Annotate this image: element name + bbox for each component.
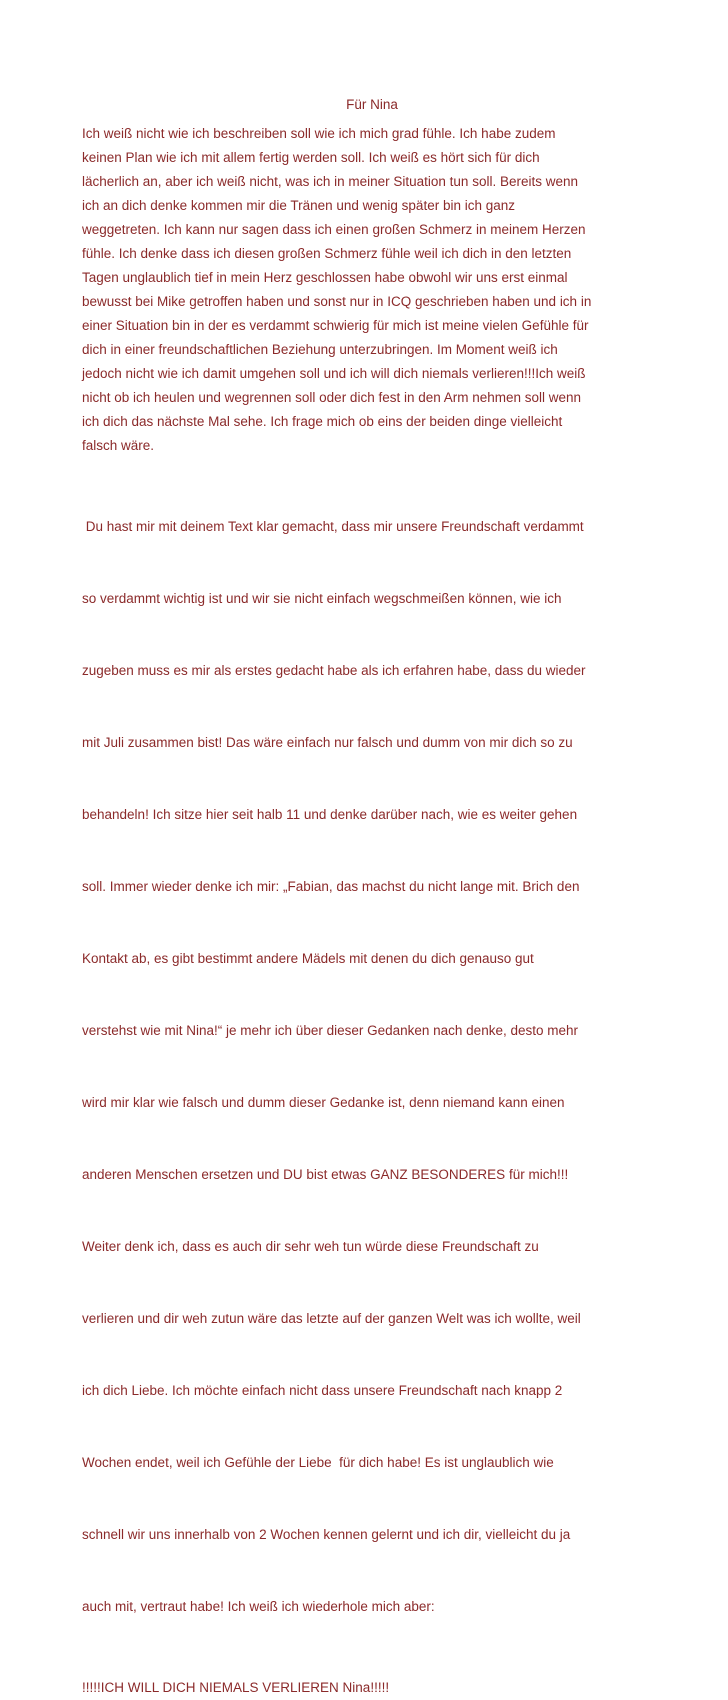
letter-body — [82, 93, 662, 1700]
text-line: ich an dich denke kommen mir die Tränen und wenig später bin ich ganz — [82, 198, 515, 213]
text-line: behandeln! Ich sitze hier seit halb 11 und denke darüber nach, wie es weiter gehen — [82, 807, 578, 822]
paragraph-1 — [82, 122, 662, 458]
text-line: falsch wäre. — [82, 438, 155, 453]
paragraph-2 — [82, 467, 662, 1667]
text-line: lächerlich an, aber ich weiß nicht, was ich in meiner Situation tun soll. Bereits wenn — [82, 174, 578, 189]
text-line: schnell wir uns innerhalb von 2 Wochen kennen gelernt und ich dir, vielleicht du ja — [82, 1527, 571, 1542]
text-line: Du hast mir mit deinem Text klar gemacht, dass mir unsere Freundschaft verdammt — [82, 519, 584, 534]
text-line: mit Juli zusammen bist! Das wäre einfach nur falsch und dumm von mir dich so zu — [82, 735, 573, 750]
paragraph-spacer — [82, 458, 662, 467]
text-line: fühle. Ich denke dass ich diesen großen Schmerz fühle weil ich dich in den letzten — [82, 246, 572, 261]
text-line: Tagen unglaublich tief in mein Herz geschlossen habe obwohl wir uns erst einmal — [82, 270, 568, 285]
text-line: Kontakt ab, es gibt bestimmt andere Mädels mit denen du dich genauso gut — [82, 951, 534, 966]
text-line: auch mit, vertraut habe! Ich weiß ich wiederhole mich aber: — [82, 1599, 435, 1614]
text-line: nicht ob ich heulen und wegrennen soll oder dich fest in den Arm nehmen soll wenn — [82, 390, 582, 405]
text-line: Ich weiß nicht wie ich beschreiben soll wie ich mich grad fühle. Ich habe zudem — [82, 126, 556, 141]
letter-title: Für Nina — [346, 97, 398, 112]
text-line: zugeben muss es mir als erstes gedacht habe als ich erfahren habe, dass du wieder — [82, 663, 586, 678]
text-line: ich dich das nächste Mal sehe. Ich frage mich ob eins der beiden dinge vielleicht — [82, 414, 563, 429]
text-line: jedoch nicht wie ich damit umgehen soll und ich will dich niemals verlieren!!!Ich weiß — [82, 366, 586, 381]
text-line: verlieren und dir weh zutun wäre das letzte auf der ganzen Welt was ich wollte, weil — [82, 1311, 581, 1326]
text-line: anderen Menschen ersetzen und DU bist etwas GANZ BESONDERES für mich!!! — [82, 1167, 569, 1182]
text-line: Weiter denk ich, dass es auch dir sehr weh tun würde diese Freundschaft zu — [82, 1239, 539, 1254]
text-line: soll. Immer wieder denke ich mir: „Fabian, das machst du nicht lange mit. Brich den — [82, 879, 580, 894]
text-line: verstehst wie mit Nina!“ je mehr ich über dieser Gedanken nach denke, desto mehr — [82, 1023, 578, 1038]
text-line: einer Situation bin in der es verdammt schwierig für mich ist meine vielen Gefühle für — [82, 318, 589, 333]
text-line: dich in einer freundschaftlichen Beziehung unterzubringen. Im Moment weiß ich — [82, 342, 558, 357]
closing-line: !!!!!ICH WILL DICH NIEMALS VERLIEREN Nina!!!!! — [82, 1680, 390, 1695]
text-line: weggetreten. Ich kann nur sagen dass ich einen großen Schmerz in meinem Herzen — [82, 222, 586, 237]
text-line: so verdammt wichtig ist und wir sie nicht einfach wegschmeißen können, wie ich — [82, 591, 562, 606]
text-line: wird mir klar wie falsch und dumm dieser Gedanke ist, denn niemand kann einen — [82, 1095, 565, 1110]
text-line: keinen Plan wie ich mit allem fertig werden soll. Ich weiß es hört sich für dich — [82, 150, 540, 165]
text-line: ich dich Liebe. Ich möchte einfach nicht dass unsere Freundschaft nach knapp 2 — [82, 1383, 563, 1398]
text-line: bewusst bei Mike getroffen haben und sonst nur in ICQ geschrieben haben und ich in — [82, 294, 592, 309]
text-line: Wochen endet, weil ich Gefühle der Liebe für dich habe! Es ist unglaublich wie — [82, 1455, 554, 1470]
